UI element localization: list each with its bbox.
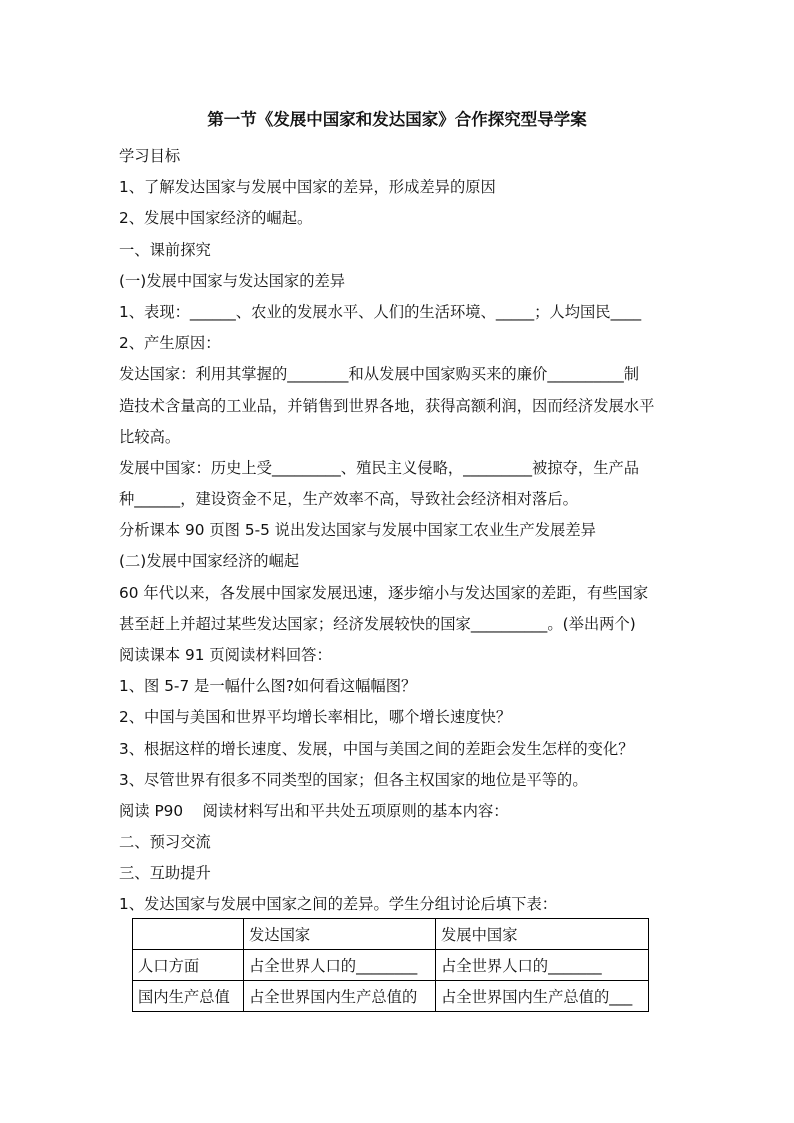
text-line: 1、发达国家与发展中国家之间的差异。学生分组讨论后填下表： (119, 895, 558, 913)
table-header-cell (133, 919, 244, 950)
text-line: 种______，建设资金不足，生产效率不高，导致社会经济相对落后。 (119, 490, 578, 508)
section-heading: 二、预习交流 (119, 833, 211, 851)
table-header-cell: 发达国家 (244, 919, 436, 950)
text-line: 1、表现：______、农业的发展水平、人们的生活环境、_____；人均国民____ (119, 303, 642, 321)
table-cell: 占全世界国内生产总值的 (244, 981, 436, 1012)
table-row (133, 950, 649, 981)
text-line: 发达国家：利用其掌握的________和从发展中国家购买来的廉价__________制 (119, 365, 640, 383)
text-line: 甚至赶上并超过某些发达国家；经济发展较快的国家__________。(举出两个) (119, 615, 636, 633)
comparison-table (132, 918, 649, 1012)
table-cell: 占全世界国内生产总值的___ (436, 981, 649, 1012)
text-line: 阅读课本 91 页阅读材料回答： (119, 646, 332, 664)
text-line: 比较高。 (119, 428, 181, 446)
question-line: 2、中国与美国和世界平均增长率相比，哪个增长速度快？ (119, 708, 512, 726)
text-line: 分析课本 90 页图 5-5 说出发达国家与发展中国家工农业生产发展差异 (119, 521, 596, 539)
text-line: 阅读 P90 阅读材料写出和平共处五项原则的基本内容： (119, 802, 509, 820)
text-line: 2、产生原因： (119, 334, 221, 352)
question-line: 1、图 5-7 是一幅什么图?如何看这幅幅图？ (119, 677, 417, 695)
table-cell: 人口方面 (133, 950, 244, 981)
text-line: 3、尽管世界有很多不同类型的国家；但各主权国家的地位是平等的。 (119, 771, 588, 789)
text-line: 发展中国家：历史上受_________、殖民主义侵略，_________被掠夺，生产品 (119, 459, 640, 477)
text-line: 60 年代以来，各发展中国家发展迅速，逐步缩小与发达国家的差距，有些国家 (119, 584, 649, 602)
text-line: 2、发展中国家经济的崛起。 (119, 209, 313, 227)
subsection-heading: (二)发展中国家经济的崛起 (119, 552, 300, 570)
section-heading: 三、互助提升 (119, 864, 211, 882)
table-header-row (133, 919, 649, 950)
page-title: 第一节《发展中国家和发达国家》合作探究型导学案 (207, 110, 587, 129)
text-line: 造技术含量高的工业品，并销售到世界各地，获得高额利润，因而经济发展水平 (119, 397, 655, 415)
table-cell: 占全世界人口的_______ (436, 950, 649, 981)
text-line: 学习目标 (119, 147, 181, 165)
table-cell: 占全世界人口的________ (244, 950, 436, 981)
table-header-cell: 发展中国家 (436, 919, 649, 950)
text-line: 1、了解发达国家与发展中国家的差异，形成差异的原因 (119, 178, 496, 196)
section-heading: 一、课前探究 (119, 241, 211, 259)
subsection-heading: (一)发展中国家与发达国家的差异 (119, 272, 346, 290)
table-row (133, 981, 649, 1012)
table-cell: 国内生产总值 (133, 981, 244, 1012)
question-line: 3、根据这样的增长速度、发展，中国与美国之间的差距会发生怎样的变化？ (119, 740, 634, 758)
